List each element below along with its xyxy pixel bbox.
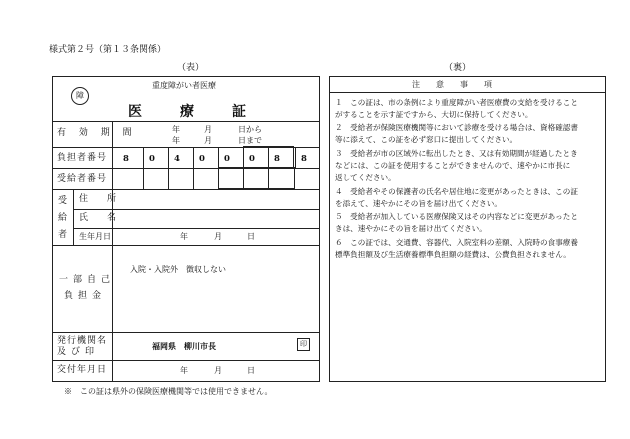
validity-from-year: 年	[172, 125, 180, 134]
payer-digit-5: 0	[224, 154, 230, 164]
issue-day: 日	[247, 366, 255, 375]
copay-label-1: 一部自己	[59, 275, 116, 285]
validity-label: 有 効 期 間	[57, 128, 137, 138]
card-subtitle: 重度障がい者医療	[152, 81, 216, 90]
disability-seal-icon	[71, 87, 89, 105]
notes-line: 等に添えて、この証を必ず窓口に提出してください。	[335, 135, 518, 144]
official-seal-char: 印	[300, 340, 307, 348]
issue-month: 月	[214, 366, 222, 375]
validity-to-day: 日まで	[238, 136, 262, 145]
notes-line: ６ この証では、交通費、容器代、入院室料の差額、入院時の食事療養	[335, 238, 578, 247]
notes-line: を添えて、速やかにその旨を届け出てください。	[335, 199, 502, 208]
notes-title: 注 意 事 項	[412, 80, 496, 89]
issue-year: 年	[180, 366, 188, 375]
seal-char: 障	[76, 91, 84, 100]
issuer-label-1: 発行機関名	[57, 336, 108, 346]
notes-line: ５ 受給者が加入している医療保険又はその内容などに変更があったと	[335, 212, 578, 221]
birthdate-label: 生年月日	[79, 232, 111, 241]
footnote: ※ この証は県外の保険医療機関等では使用できません。	[64, 387, 273, 396]
payer-digit-3: 4	[174, 154, 180, 164]
validity-to-month: 月	[204, 136, 212, 145]
recipient-number-label: 受給者番号	[57, 174, 108, 184]
payer-digit-4: 0	[199, 154, 205, 164]
recipient-group-label: 受給者	[58, 196, 68, 240]
notes-line: きは、速やかにその旨を届け出てください。	[335, 224, 487, 233]
copay-label-2: 負担金	[64, 291, 107, 301]
form-number-label: 様式第２号（第１３条関係）	[49, 45, 167, 55]
issuer-label-2: 及び印	[57, 347, 100, 357]
birth-day: 日	[247, 232, 255, 241]
notes-line: 標準負担額及び生活療養標準負担額の経費は、公費負担されません。	[335, 250, 571, 259]
issue-date-label: 交付年月日	[57, 365, 108, 375]
payer-digit-1: 8	[123, 154, 129, 164]
notes-line: などには、この証を使用することができませんので、速やかに市長に	[335, 161, 571, 170]
front-side-label: （表）	[177, 63, 205, 73]
validity-from-day: 日から	[238, 125, 262, 134]
notes-line: がすることを示す証ですから、大切に保持してください。	[335, 110, 533, 119]
notes-line: １ この証は、市の条例により重度障がい者医療費の支給を受けること	[335, 98, 578, 107]
card-title: 医 療 証	[128, 104, 258, 120]
notes-line: ３ 受給者が市の区域外に転出したとき、又は有効期間が経過したとき	[335, 149, 578, 158]
payer-digit-6: 0	[249, 154, 255, 164]
validity-from-month: 月	[204, 125, 212, 134]
payer-digit-8: 8	[301, 154, 307, 164]
notes-line: ２ 受給者が保険医療機関等において診療を受ける場合は、資格確認書	[335, 123, 578, 132]
address-label: 住 所	[79, 194, 122, 204]
issuer-name: 福岡県 柳川市長	[152, 341, 216, 351]
notes-line: 返してください。	[335, 173, 396, 182]
notes-line: ４ 受給者やその保護者の氏名や居住地に変更があったときは、この証	[335, 187, 578, 196]
official-seal-icon	[297, 338, 310, 351]
name-label: 氏 名	[79, 213, 122, 223]
validity-to-year: 年	[172, 136, 180, 145]
back-side-label: （裏）	[444, 63, 472, 73]
birth-year: 年	[180, 232, 188, 241]
payer-number-label: 負担者番号	[57, 153, 108, 163]
payer-digit-7: 8	[274, 154, 280, 164]
copay-value: 入院・入院外 徴収しない	[130, 265, 226, 274]
payer-digit-2: 0	[149, 154, 155, 164]
birth-month: 月	[214, 232, 222, 241]
